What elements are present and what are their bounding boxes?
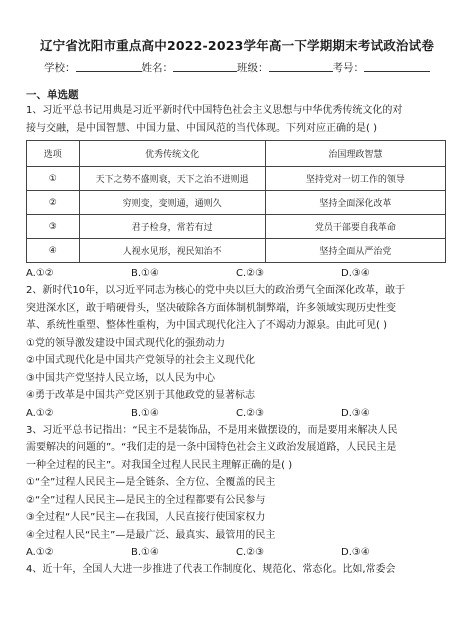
option-b[interactable]: B.①④ xyxy=(131,547,159,558)
table-cell: 党员干部要自我革命 xyxy=(265,215,445,239)
question-3-line: 需要解决的问题的”。“我们走的是一条中国特色社会主义政治发展道路，人民民主是 xyxy=(26,442,397,453)
option-a[interactable]: A.①② xyxy=(26,407,54,419)
question-2-statement: ③中国共产党坚持人民立场，以人民为中心 xyxy=(26,372,215,384)
option-b[interactable]: B.①④ xyxy=(131,268,159,279)
question-2-options xyxy=(26,405,448,422)
section-heading: 一、单选题 xyxy=(26,89,79,101)
table-cell: 人视水见形，视民知治不 xyxy=(79,239,265,263)
question-4-line: 4、近十年，全国人大进一步推进了代表工作制度化、规范化、常态化。比如,常委会 xyxy=(26,564,396,575)
option-c[interactable]: C.②③ xyxy=(236,547,265,558)
table-header-cell: 优秀传统文化 xyxy=(79,141,265,167)
school-blank xyxy=(76,60,142,72)
table-row xyxy=(27,191,446,215)
table-cell: ③ xyxy=(27,215,80,239)
class-label: 班级： xyxy=(237,62,269,74)
table-cell: 坚持全面深化改革 xyxy=(265,191,445,215)
option-d[interactable]: D.③④ xyxy=(341,407,370,419)
question-2-statement: ④勇于改革是中国共产党区别于其他政党的显著标志 xyxy=(26,390,255,401)
question-1-line: 1、习近平总书记用典是习近平新时代中国特色社会主义思想与中华优秀传统文化的对 xyxy=(26,105,403,116)
option-c[interactable]: C.②③ xyxy=(236,407,265,419)
name-label: 姓名： xyxy=(141,62,173,74)
table-row xyxy=(27,215,446,239)
table-cell: ① xyxy=(27,167,80,191)
question-3-statement: ③全过程“人民”民主—在我国，人民直接行使国家权力 xyxy=(26,512,266,523)
option-a[interactable]: A.①② xyxy=(26,547,54,558)
question-2-line: 革、系统性重塑、整体性重构，为中国式现代化注入了不竭动力源泉。由此可见( ) xyxy=(26,320,387,331)
table-header-cell: 选项 xyxy=(27,141,80,167)
table-row xyxy=(27,239,446,263)
question-3-options xyxy=(26,544,448,561)
school-label: 学校： xyxy=(44,62,76,74)
option-b[interactable]: B.①④ xyxy=(131,407,159,419)
name-blank xyxy=(173,60,237,72)
student-info-line xyxy=(26,60,448,75)
table-cell: 穷则变，变则通，通则久 xyxy=(79,191,265,215)
table-cell: 坚持全面从严治党 xyxy=(265,239,445,263)
question-1-line: 接与交融，是中国智慧、中国力量、中国风范的当代体现。下列对应正确的是( ) xyxy=(26,122,377,134)
option-d[interactable]: D.③④ xyxy=(341,547,370,558)
question-2-statement: ①党的领导激发建设中国式现代化的强劲动力 xyxy=(26,337,225,349)
question-3-line: 一种全过程的民主”。对我国全过程人民民主理解正确的是( ) xyxy=(26,459,293,471)
exam-no-blank xyxy=(364,60,430,72)
exam-no-label: 考号： xyxy=(332,62,364,74)
question-3-line: 3、习近平总书记指出：“民主不是装饰品，不是用来做摆设的，而是要用来解决人民 xyxy=(26,424,398,436)
question-2-statement: ②中国式现代化是中国共产党领导的社会主义现代化 xyxy=(26,355,255,366)
table-cell: 天下之势不盛则衰，天下之治不进则退 xyxy=(79,167,265,191)
page-title: 辽宁省沈阳市重点高中2022-2023学年高一下学期期末考试政治试卷 xyxy=(39,38,435,53)
table-cell: ② xyxy=(27,191,80,215)
table-header-row xyxy=(27,141,446,167)
question-2-line: 2、新时代10年，以习近平同志为核心的党中央以巨大的政治勇气全面深化改革，敢于 xyxy=(26,285,406,296)
class-blank xyxy=(269,60,333,72)
question-1-table xyxy=(26,140,446,263)
option-d[interactable]: D.③④ xyxy=(341,268,370,279)
question-3-statement: ①“全”过程人民民主—是全链条、全方位、全覆盖的民主 xyxy=(26,477,276,488)
table-header-cell: 治国理政智慧 xyxy=(265,141,445,167)
question-2-line: 突进深水区，敢于啃硬骨头，坚决破除各方面体制机制弊端，许多领域实现历史性变 xyxy=(26,302,396,314)
table-cell: ④ xyxy=(27,239,80,263)
table-row xyxy=(27,167,446,191)
question-1-options xyxy=(26,265,448,282)
table-cell: 坚持党对一切工作的领导 xyxy=(265,167,445,191)
question-3-statement: ②“全”过程人民民主—是民主的全过程都要有公民参与 xyxy=(26,494,266,506)
table-cell: 君子检身，常若有过 xyxy=(79,215,265,239)
option-c[interactable]: C.②③ xyxy=(236,268,265,279)
question-3-statement: ④全过程人民“民主”—是最广泛、最真实、最管用的民主 xyxy=(26,529,276,541)
option-a[interactable]: A.①② xyxy=(26,268,54,279)
